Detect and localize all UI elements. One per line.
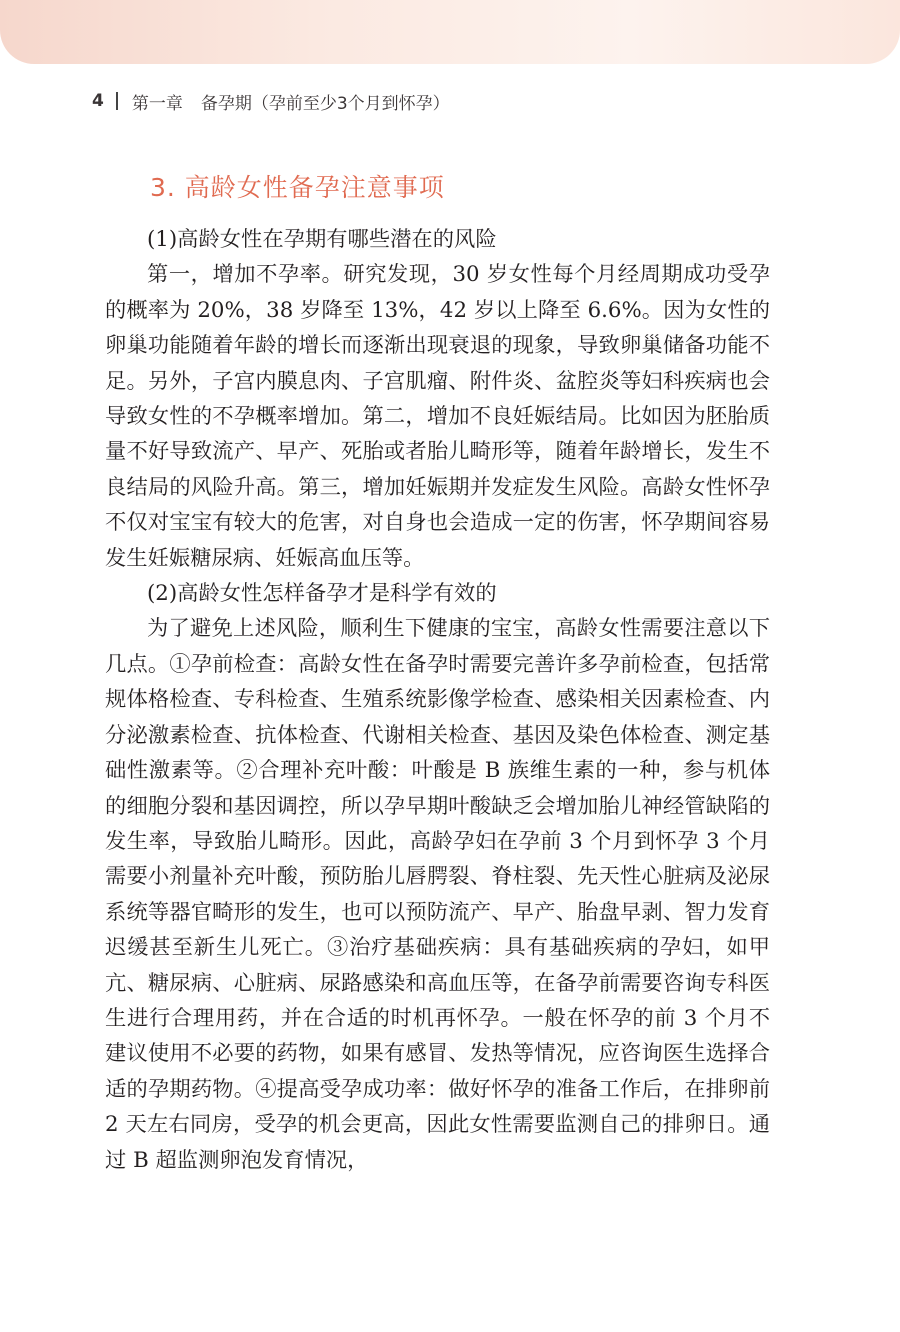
page-number: 4: [92, 91, 104, 111]
header-divider: [116, 92, 118, 110]
running-head: [92, 88, 450, 114]
question-2-paragraph: 为了避免上述风险，顺利生下健康的宝宝，高龄女性需要注意以下几点。①孕前检查：高龄女性在备孕时需要完善许多孕前检查，包括常规体格检查、专科检查、生殖系统影像学检查、感染相关因素检查、内分泌激素检查、抗体检查、代谢相关检查、基因及染色体检查、测定基础性激素等。②合理补充叶酸：叶酸是 B 族维生素的一种，参与机体的细胞分裂和基因调控，所以孕早期叶酸缺乏会增加胎儿神经管缺陷的发生率，导致胎儿畸形。因此，高龄孕妇在孕前 3 个月到怀孕 3 个月需要小剂量补充叶酸，预防胎儿唇腭裂、脊柱裂、先天性心脏病及泌尿系统等器官畸形的发生，也可以预防流产、早产、胎盘早剥、智力发育迟缓甚至新生儿死亡。③治疗基础疾病：具有基础疾病的孕妇，如甲亢、糖尿病、心脏病、尿路感染和高血压等，在备孕前需要咨询专科医生进行合理用药，并在合适的时机再怀孕。一般在怀孕的前 3 个月不建议使用不必要的药物，如果有感冒、发热等情况，应咨询医生选择合适的孕期药物。④提高受孕成功率：做好怀孕的准备工作后，在排卵前 2 天左右同房，受孕的机会更高，因此女性需要监测自己的排卵日。通过 B 超监测卵泡发育情况，: [105, 616, 770, 1173]
decorative-header-band: [0, 0, 900, 64]
question-2-heading: (2)高龄女性怎样备孕才是科学有效的: [147, 581, 497, 607]
question-1-paragraph: 第一，增加不孕率。研究发现，30 岁女性每个月经周期成功受孕的概率为 20%，38 岁降至 13%，42 岁以上降至 6.6%。因为女性的卵巢功能随着年龄的增长而逐渐出现衰退的现象，导致卵巢储备功能不足。另外，子宫内膜息肉、子宫肌瘤、附件炎、盆腔炎等妇科疾病也会导致女性的不孕概率增加。第二，增加不良妊娠结局。比如因为胚胎质量不好导致流产、早产、死胎或者胎儿畸形等，随着年龄增长，发生不良结局的风险升高。第三，增加妊娠期并发症发生风险。高龄女性怀孕不仅对宝宝有较大的危害，对自身也会造成一定的伤害，怀孕期间容易发生妊娠糖尿病、妊娠高血压等。: [105, 262, 770, 571]
chapter-title: 备孕期（孕前至少3个月到怀孕）: [200, 93, 450, 114]
body-text: [105, 222, 770, 1178]
question-1-heading: (1)高龄女性在孕期有哪些潜在的风险: [147, 227, 497, 252]
chapter-number: 第一章: [131, 93, 183, 114]
section-heading: 3. 高龄女性备孕注意事项: [150, 173, 445, 202]
